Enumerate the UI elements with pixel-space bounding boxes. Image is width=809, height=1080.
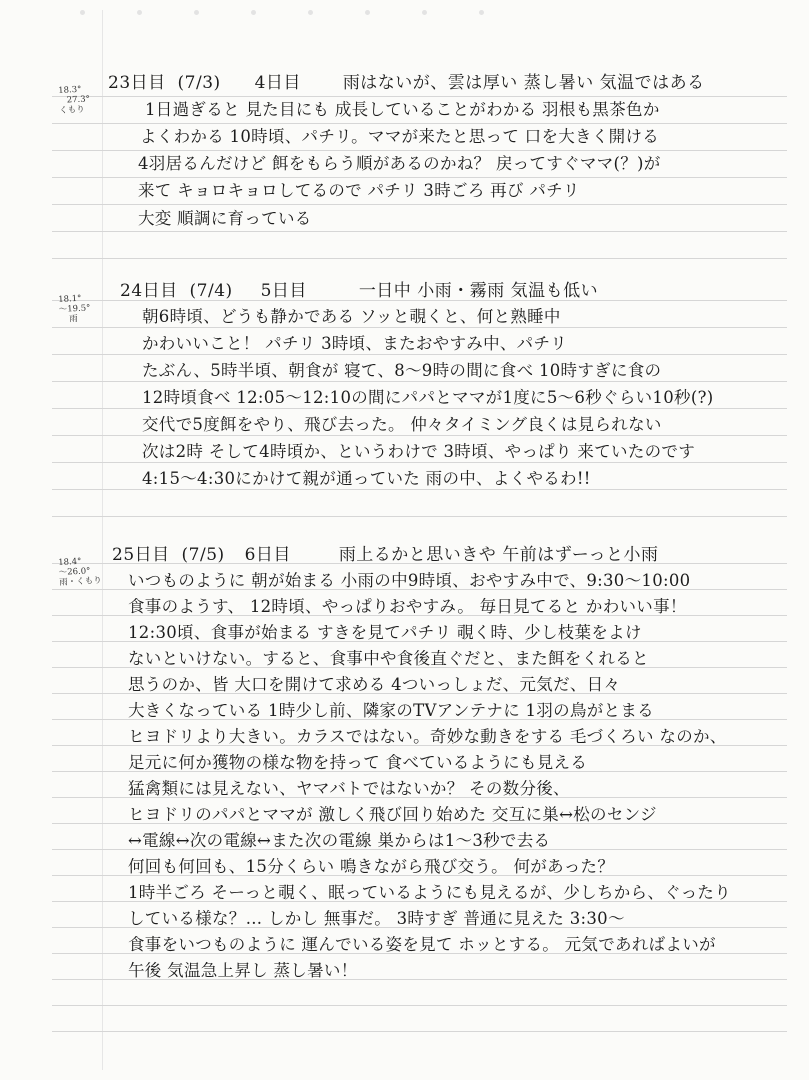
temp-high: 27.3°	[66, 94, 91, 106]
text-line: いつものように 朝が始まる 小雨の中9時頃、おやすみ中で、9:30～10:00	[128, 571, 691, 590]
text-line: ヒヨドリより大きい。カラスではない。奇妙な動きをする 毛づくろい なのか、	[128, 727, 727, 746]
ruled-line	[52, 1031, 787, 1032]
ruled-line	[52, 489, 787, 490]
weather-note: 雨	[69, 314, 79, 325]
entry-date: (7/3)	[177, 73, 221, 93]
temp-low: 18.1°	[58, 293, 82, 305]
entry-day: 24日目	[120, 281, 178, 301]
entry-weather: 雨上るかと思いきや 午前はずーっと小雨	[338, 545, 659, 565]
text-line: ないといけない。すると、食事中や食後直ぐだと、また餌をくれると	[128, 649, 649, 668]
ruled-line	[52, 327, 787, 328]
temp-high: ～26.0°	[58, 566, 91, 578]
text-line: 1日過ぎると 見た目にも 成長していることがわかる 羽根も黒茶色か	[145, 100, 660, 119]
ruled-line	[52, 435, 787, 436]
weather-note: くもり	[59, 104, 86, 116]
temp-low: 18.4°	[58, 556, 82, 568]
binding-holes	[80, 0, 640, 14]
entry-day: 25日目	[112, 545, 170, 565]
ruled-line	[52, 354, 787, 355]
text-line: 足元に何か獲物の様な物を持って 食べているようにも見える	[128, 753, 588, 772]
ruled-line	[52, 231, 787, 232]
entry-header	[108, 68, 705, 93]
text-line: 朝6時頃、どうも静かである ソッと覗くと、何と熟睡中	[142, 307, 561, 326]
entry-age: 4日目	[254, 73, 301, 93]
side-notes	[58, 293, 106, 325]
text-line: よくわかる 10時頃、パチリ。ママが来たと思って 口を大きく開ける	[140, 127, 660, 146]
text-line: たぶん、5時半頃、朝食が 寝て、8～9時の間に食べ 10時すぎに食の	[142, 361, 662, 380]
text-line: している様な？… しかし 無事だ。 3時すぎ 普通に見えた 3:30～	[128, 909, 625, 928]
text-line: 何回も何回も、15分くらい 鳴きながら飛び交う。 何があった？	[128, 857, 615, 876]
side-notes	[58, 84, 106, 116]
text-line: 大きくなっている 1時少し前、隣家のTVアンテナに 1羽の鳥がとまる	[128, 701, 654, 720]
text-line: 食事をいつものように 運んでいる姿を見て ホッとする。 元気であればよいが	[128, 935, 716, 954]
ruled-line	[52, 1005, 787, 1006]
text-line: 4:15～4:30にかけて親が通っていた 雨の中、よくやるわ!!	[142, 469, 591, 488]
text-line: 12時頃食べ 12:05～12:10の間にパパとママが1度に5～6秒ぐらい10秒(?)	[142, 388, 714, 407]
temp-high: ～19.5°	[58, 303, 91, 315]
entry-header	[112, 540, 659, 565]
text-line: 食事のようす、 12時頃、やっぱりおやすみ。 毎日見てると かわいい事！	[128, 597, 687, 616]
entry-age: 5日目	[260, 281, 307, 301]
entry-weather: 雨はないが、雲は厚い 蒸し暑い 気温ではある	[342, 73, 705, 93]
text-line: 12:30頃、食事が始まる すきを見てパチリ 覗く時、少し枝葉をよけ	[128, 623, 642, 642]
text-line: かわいいこと！ パチリ 3時頃、またおやすみ中、パチリ	[142, 334, 568, 353]
text-line: 大変 順調に育っている	[138, 209, 312, 228]
text-line: 次は2時 そして4時頃か、というわけで 3時頃、やっぱり 来ていたのです	[142, 442, 696, 461]
text-line: 午後 気温急上昇し 蒸し暑い！	[128, 961, 358, 980]
margin-line	[102, 10, 103, 1070]
text-line: ↔電線↔次の電線↔また次の電線 巣からは1～3秒で去る	[128, 831, 551, 850]
temp-low: 18.3°	[58, 84, 82, 96]
ruled-line	[52, 381, 787, 382]
entry-date: (7/5)	[181, 545, 225, 565]
side-notes	[58, 556, 106, 588]
weather-note: 雨・くもり	[59, 575, 103, 588]
entry-header	[120, 276, 598, 301]
text-line: ヒヨドリのパパとママが 激しく飛び回り始めた 交互に巣↔松のセンジ	[128, 805, 657, 824]
text-line: 思うのか、皆 大口を開けて求める 4ついっしょだ、元気だ、日々	[128, 675, 621, 694]
text-line: 猛禽類には見えない、ヤマバトではないか？ その数分後、	[128, 779, 570, 798]
entry-day: 23日目	[108, 73, 166, 93]
text-line: 4羽居るんだけど 餌をもらう順があるのかね？ 戻ってすぐママ(？)が	[138, 154, 661, 173]
entry-weather: 一日中 小雨・霧雨 気温も低い	[358, 281, 599, 301]
text-line: 来て キョロキョロしてるので パチリ 3時ごろ 再び パチリ	[138, 181, 580, 200]
ruled-line	[52, 258, 787, 259]
ruled-line	[52, 462, 787, 463]
text-line: 交代で5度餌をやり、飛び去った。 仲々タイミング良くは見られない	[142, 415, 662, 434]
entry-age: 6日目	[244, 545, 291, 565]
ruled-line	[52, 516, 787, 517]
ruled-line	[52, 408, 787, 409]
entry-date: (7/4)	[189, 281, 233, 301]
text-line: 1時半ごろ そーっと覗く、眠っているようにも見えるが、少しちから、ぐったり	[128, 883, 732, 902]
